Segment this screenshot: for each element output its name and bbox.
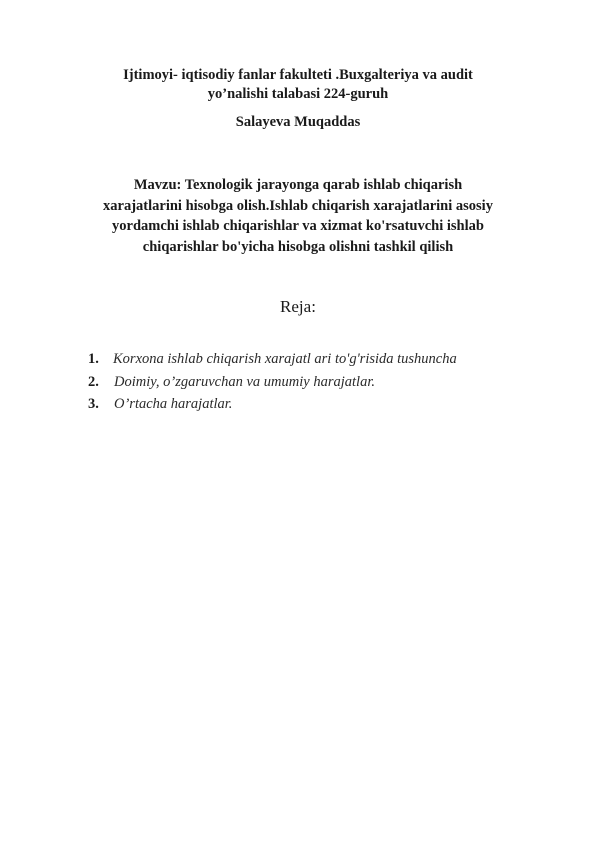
- plan-item-text: Korxona ishlab chiqarish xarajatl ari to'g'risida tushuncha: [113, 351, 457, 367]
- faculty-header-line-2: yo’nalishi talabasi 224-guruh: [207, 86, 389, 102]
- plan-item-text: O’rtacha harajatlar.: [114, 396, 233, 412]
- topic-title: [62, 175, 534, 257]
- plan-heading: Reja:: [280, 297, 316, 316]
- topic-line-2: xarajatlarini hisobga olish.Ishlab chiqarish xarajatlarini asosiy: [103, 197, 493, 214]
- topic-line-3: yordamchi ishlab chiqarishlar va xizmat ko'rsatuvchi ishlab: [112, 218, 484, 234]
- topic-line-4: chiqarishlar bo'yicha hisobga olishni tashkil qilish: [142, 238, 454, 255]
- faculty-header: [60, 66, 536, 104]
- plan-item-1: [88, 350, 528, 369]
- plan-item-number: 2.: [88, 373, 99, 390]
- faculty-header-line-1: Ijtimoyi- iqtisodiy fanlar fakulteti .Buxgalteriya va audit: [123, 67, 473, 83]
- plan-item-number: 3.: [88, 396, 99, 412]
- student-name: Salayeva Muqaddas: [235, 114, 361, 130]
- plan-item-text: Doimiy, o’zgaruvchan va umumiy harajatlar.: [114, 373, 375, 390]
- plan-item-number: 1.: [88, 351, 99, 367]
- topic-line-1: Mavzu: Texnologik jarayonga qarab ishlab chiqarish: [133, 177, 463, 193]
- plan-item-2: [88, 373, 528, 392]
- plan-list: [88, 350, 528, 418]
- plan-item-3: [88, 395, 528, 414]
